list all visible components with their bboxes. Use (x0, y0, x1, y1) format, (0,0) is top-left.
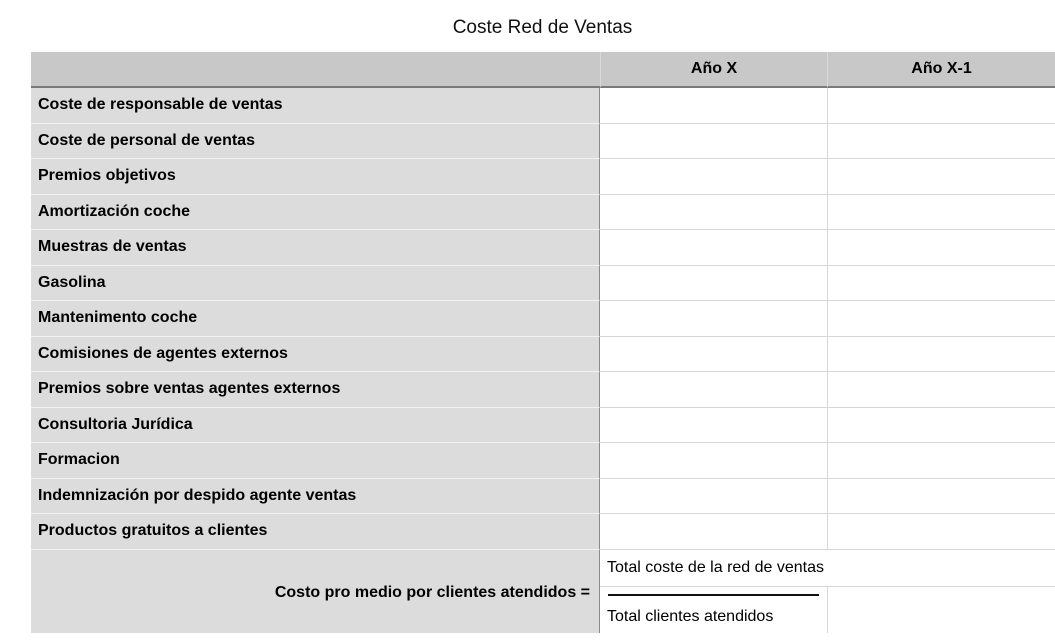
formula-denominator-cell[interactable] (600, 587, 827, 633)
row-label[interactable]: Productos gratuitos a clientes (31, 514, 600, 550)
table-row (31, 337, 1055, 373)
row-label[interactable]: Amortización coche (31, 195, 600, 231)
cell-year-x[interactable] (600, 266, 827, 302)
header-cell-year-x[interactable]: Año X (600, 52, 827, 88)
cell-year-x[interactable] (600, 195, 827, 231)
table-row (31, 88, 1055, 124)
table-row (31, 230, 1055, 266)
cell-year-x[interactable] (600, 124, 827, 160)
cell-year-x[interactable] (600, 443, 827, 479)
cell-year-x-1[interactable] (827, 372, 1055, 408)
cell-year-x-1[interactable] (827, 443, 1055, 479)
cell-year-x[interactable] (600, 479, 827, 515)
cell-year-x-1[interactable] (827, 479, 1055, 515)
row-label[interactable]: Consultoria Jurídica (31, 408, 600, 444)
table-row (31, 443, 1055, 479)
fraction-line (608, 594, 819, 596)
table-row (31, 195, 1055, 231)
cell-year-x[interactable] (600, 88, 827, 124)
sheet-title: Coste Red de Ventas (452, 17, 633, 38)
header-cell-year-x-1[interactable]: Año X-1 (827, 52, 1055, 88)
cell-year-x-1[interactable] (827, 195, 1055, 231)
formula-denominator: Total clientes atendidos (607, 607, 774, 625)
row-label[interactable]: Indemnización por despido agente ventas (31, 479, 600, 515)
row-label[interactable]: Coste de personal de ventas (31, 124, 600, 160)
header-row (31, 52, 1055, 88)
table-row (31, 408, 1055, 444)
row-label[interactable]: Gasolina (31, 266, 600, 302)
cost-table (31, 52, 1055, 633)
table-row (31, 159, 1055, 195)
table-row (31, 124, 1055, 160)
formula-label[interactable]: Costo pro medio por clientes atendidos = (31, 550, 600, 633)
row-label[interactable]: Mantenimento coche (31, 301, 600, 337)
row-label[interactable]: Formacion (31, 443, 600, 479)
cell-year-x[interactable] (600, 337, 827, 373)
header-cell-label[interactable] (31, 52, 600, 88)
table-row (31, 266, 1055, 302)
table-row (31, 514, 1055, 550)
cell-year-x[interactable] (600, 159, 827, 195)
cell-year-x-1[interactable] (827, 408, 1055, 444)
denominator-row (600, 587, 1055, 633)
row-label[interactable]: Coste de responsable de ventas (31, 88, 600, 124)
row-label[interactable]: Comisiones de agentes externos (31, 337, 600, 373)
cell-year-x[interactable] (600, 372, 827, 408)
formula-numerator[interactable]: Total coste de la red de ventas (607, 558, 825, 576)
table-row (31, 372, 1055, 408)
cell-year-x[interactable] (600, 230, 827, 266)
formula-row (31, 550, 1055, 633)
cell-year-x-1[interactable] (827, 514, 1055, 550)
row-label[interactable]: Muestras de ventas (31, 230, 600, 266)
cell-year-x-1[interactable] (827, 88, 1055, 124)
table-row (31, 301, 1055, 337)
formula-empty-cell[interactable] (827, 587, 1055, 633)
cell-year-x[interactable] (600, 408, 827, 444)
cell-year-x-1[interactable] (827, 337, 1055, 373)
cell-year-x-1[interactable] (827, 230, 1055, 266)
formula-cells (600, 550, 1055, 633)
table-row (31, 479, 1055, 515)
cell-year-x-1[interactable] (827, 266, 1055, 302)
row-label[interactable]: Premios sobre ventas agentes externos (31, 372, 600, 408)
cell-year-x[interactable] (600, 301, 827, 337)
cell-year-x-1[interactable] (827, 159, 1055, 195)
row-label[interactable]: Premios objetivos (31, 159, 600, 195)
cell-year-x-1[interactable] (827, 301, 1055, 337)
cell-year-x-1[interactable] (827, 124, 1055, 160)
cell-year-x[interactable] (600, 514, 827, 550)
numerator-row (600, 550, 1055, 587)
